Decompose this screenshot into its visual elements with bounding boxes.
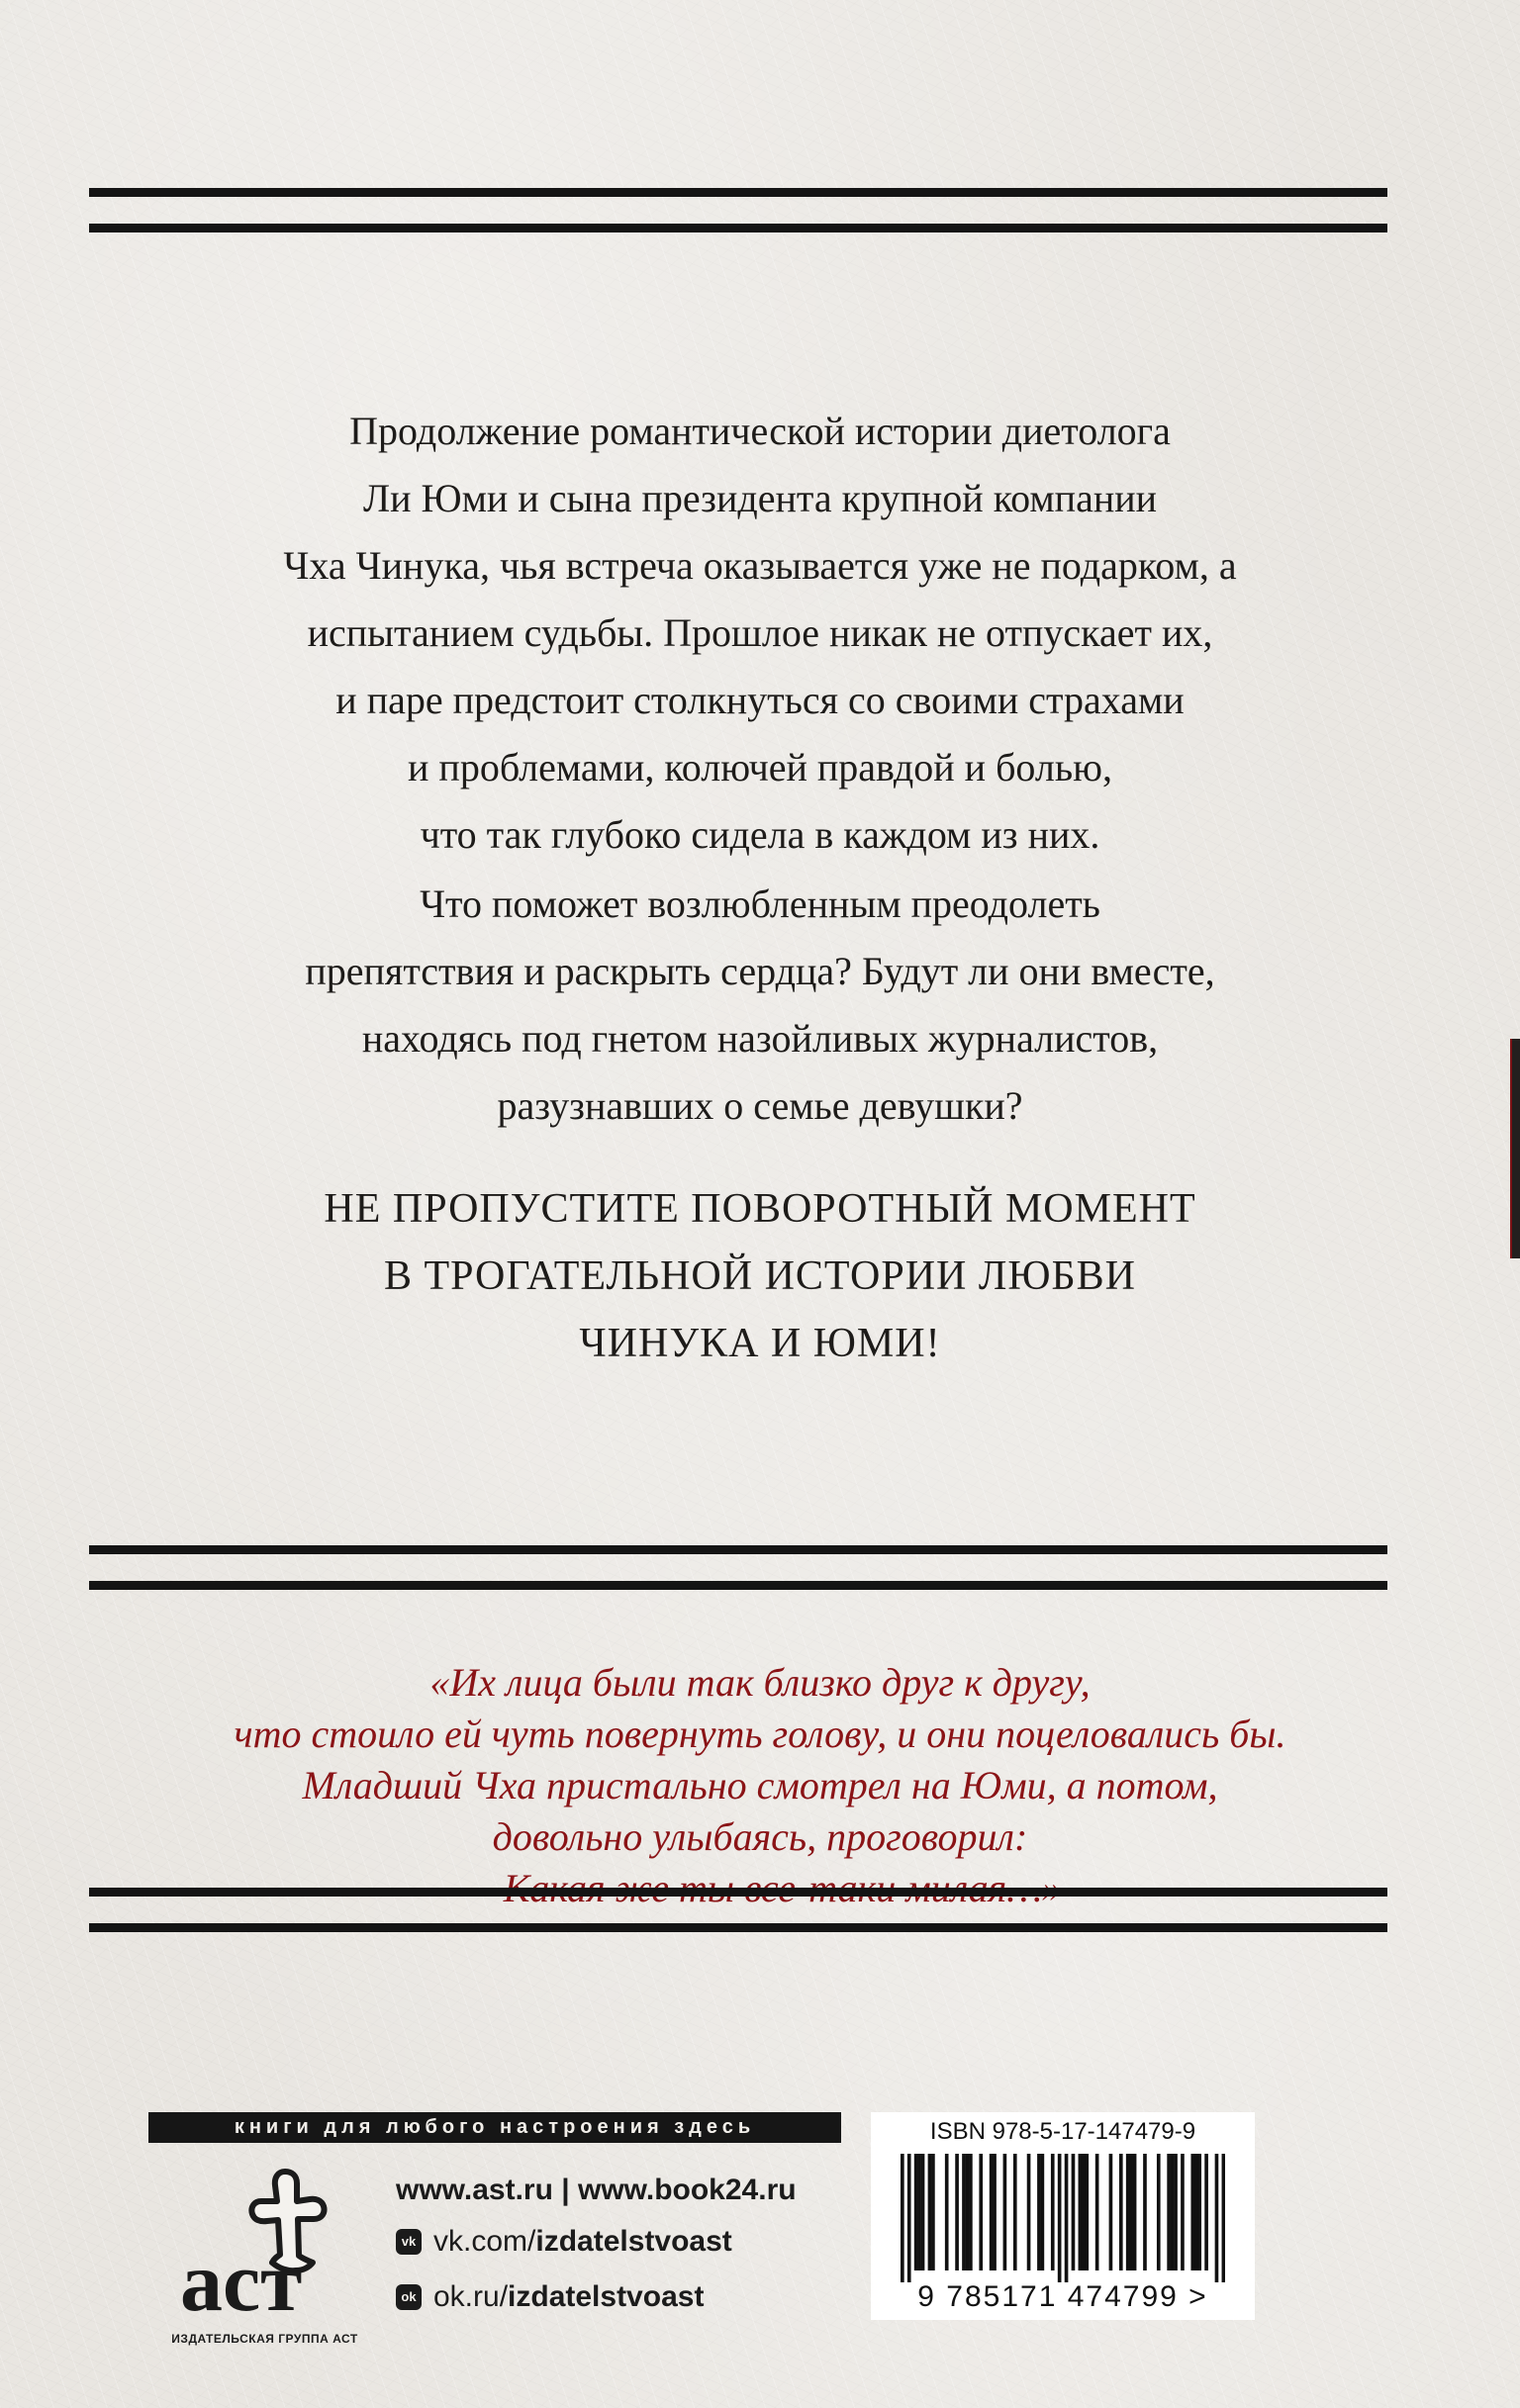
barcode-bar <box>1041 2154 1045 2270</box>
publisher-logo <box>148 2162 381 2355</box>
logo-caption: ИЗДАТЕЛЬСКАЯ ГРУППА АСТ <box>171 2332 358 2346</box>
barcode-bar <box>1109 2154 1113 2270</box>
social-link-prefix: vk.com/ <box>433 2225 536 2258</box>
text-line: и проблемами, колючей правдой и болью, <box>408 745 1112 789</box>
middle-rule-upper <box>89 1545 1387 1554</box>
spine-edge-mark <box>1510 1039 1520 1258</box>
barcode-bar <box>1204 2154 1208 2270</box>
description-paragraph-1 <box>129 398 1391 869</box>
barcode-bar <box>1027 2154 1031 2270</box>
social-link-vk[interactable] <box>396 2214 797 2269</box>
text-line: разузнавших о семье девушки? <box>497 1083 1023 1128</box>
barcode-bar <box>955 2154 959 2270</box>
publisher-websites[interactable]: www.ast.ru | www.book24.ru <box>396 2174 797 2206</box>
barcode-bar <box>1167 2154 1171 2270</box>
social-link-handle: izdatelstvoast <box>508 2280 705 2313</box>
barcode-bar <box>993 2154 997 2270</box>
ok-icon: ok <box>396 2284 422 2310</box>
barcode-bar <box>1194 2154 1198 2270</box>
text-line: препятствия и раскрыть сердца? Будут ли они вместе, <box>305 949 1215 993</box>
barcode-bar <box>907 2154 911 2282</box>
barcode-bar <box>1215 2154 1219 2282</box>
barcode-bar <box>931 2154 935 2270</box>
isbn-barcode-block <box>871 2112 1255 2320</box>
barcode-bar <box>1129 2154 1133 2270</box>
barcode-bar <box>1082 2154 1086 2270</box>
quote-line: довольно улыбаясь, проговорил: <box>492 1814 1028 1859</box>
barcode-bar <box>1065 2154 1069 2282</box>
social-link-handle: izdatelstvoast <box>535 2225 732 2258</box>
callout-line: ЧИНУКА И ЮМИ! <box>579 1321 941 1366</box>
social-link-text <box>433 2225 732 2259</box>
social-link-text <box>433 2280 704 2314</box>
barcode-bar <box>914 2154 918 2270</box>
logo-text: аст <box>180 2234 303 2325</box>
barcode-bar <box>1197 2154 1201 2270</box>
barcode-bar <box>928 2154 932 2270</box>
text-line: находясь под гнетом назойливых журналистов, <box>361 1016 1159 1061</box>
barcode-bar <box>979 2154 983 2270</box>
publisher-contacts <box>396 2167 797 2325</box>
social-link-prefix: ok.ru/ <box>433 2280 509 2313</box>
callout-heading <box>129 1175 1391 1377</box>
social-link-ok[interactable] <box>396 2269 797 2325</box>
barcode-digits: 9 785171 474799 > <box>917 2280 1208 2313</box>
barcode-bar <box>921 2154 925 2270</box>
callout-line: НЕ ПРОПУСТИТЕ ПОВОРОТНЫЙ МОМЕНТ <box>324 1186 1196 1232</box>
barcode-bar <box>990 2154 994 2270</box>
barcode-bar <box>1003 2154 1007 2270</box>
barcode-bar <box>1072 2154 1076 2270</box>
barcode-bar <box>1171 2154 1175 2270</box>
barcode-bar <box>1133 2154 1137 2270</box>
text-line: что так глубоко сидела в каждом из них. <box>420 812 1100 857</box>
barcode-bar <box>1143 2154 1147 2270</box>
barcode-bar <box>1174 2154 1178 2270</box>
barcode-bar <box>1079 2154 1083 2270</box>
barcode-bar <box>1095 2154 1099 2270</box>
quote-line: Младший Чха пристально смотрел на Юми, а потом, <box>302 1763 1218 1807</box>
callout-line: В ТРОГАТЕЛЬНОЙ ИСТОРИИ ЛЮБВИ <box>384 1253 1136 1299</box>
barcode-bar <box>962 2154 966 2270</box>
text-line: Ли Юми и сына президента крупной компании <box>362 476 1158 520</box>
barcode-bar <box>917 2154 921 2270</box>
ast-logo-icon <box>178 2162 351 2325</box>
quote-line: «Их лица были так близко друг к другу, <box>429 1660 1091 1705</box>
barcode-icon <box>901 2154 1225 2282</box>
vk-icon: vk <box>396 2229 422 2255</box>
barcode-bar <box>1058 2154 1062 2282</box>
excerpt-quote <box>129 1657 1391 1914</box>
top-rule-upper <box>89 188 1387 197</box>
barcode-bar <box>966 2154 970 2270</box>
isbn-label: ISBN 978-5-17-147479-9 <box>929 2118 1196 2145</box>
barcode-bar <box>1051 2154 1055 2270</box>
middle-rule-lower <box>89 1581 1387 1590</box>
bottom-rule-upper <box>89 1888 1387 1897</box>
barcode-bar <box>1126 2154 1130 2270</box>
quote-line: что стоило ей чуть повернуть голову, и они поцеловались бы. <box>234 1712 1286 1756</box>
barcode-bar <box>1013 2154 1017 2270</box>
text-line: Чха Чинука, чья встреча оказывается уже не подарком, а <box>283 543 1237 588</box>
barcode-bar <box>1119 2154 1123 2270</box>
barcode-bar <box>901 2154 904 2282</box>
text-line: и паре предстоит столкнуться со своими страхами <box>335 678 1185 722</box>
barcode-bar <box>1190 2154 1194 2270</box>
barcode-bar <box>1037 2154 1041 2270</box>
bottom-rule-lower <box>89 1923 1387 1932</box>
text-line: Что поможет возлюбленным преодолеть <box>420 881 1100 926</box>
barcode-bar <box>1085 2154 1089 2270</box>
description-paragraph-2 <box>129 871 1391 1140</box>
publisher-tagline: книги для любого настроения здесь <box>148 2112 841 2143</box>
barcode-bar <box>945 2154 949 2270</box>
top-rule-lower <box>89 224 1387 232</box>
barcode-bar <box>1157 2154 1161 2270</box>
text-line: Продолжение романтической истории диетолога <box>349 409 1171 453</box>
barcode-bar <box>1222 2154 1225 2282</box>
barcode-bar <box>969 2154 973 2270</box>
barcode-bar <box>1181 2154 1185 2270</box>
text-line: испытанием судьбы. Прошлое никак не отпускает их, <box>307 610 1213 655</box>
